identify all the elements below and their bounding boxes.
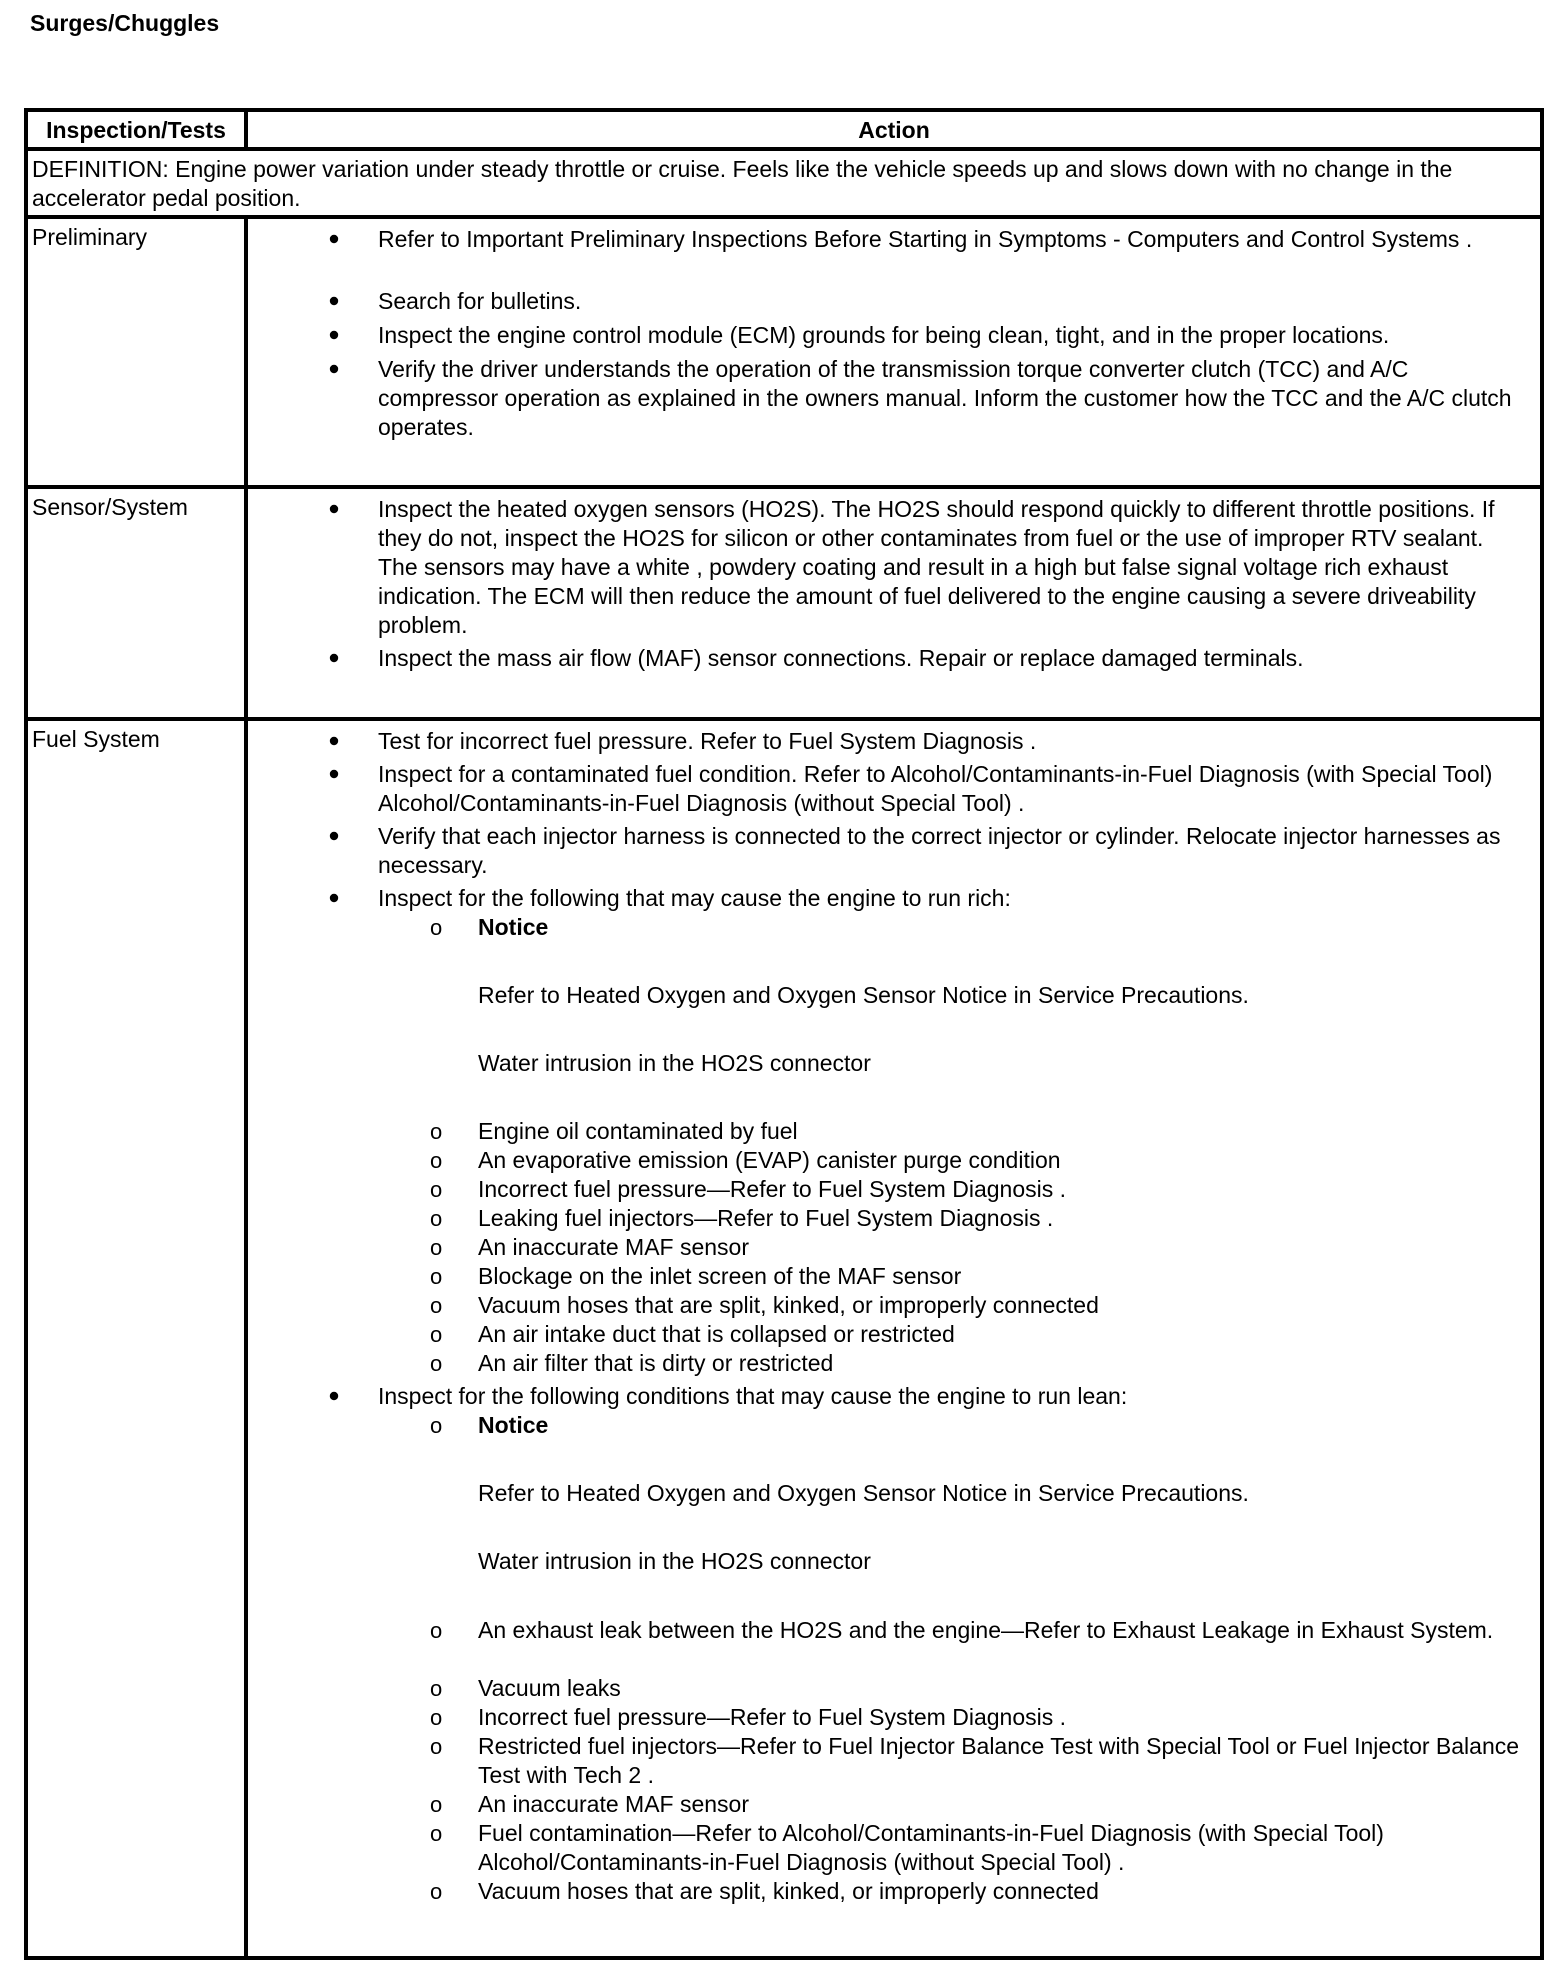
definition-row — [28, 151, 1540, 219]
row-actions-preliminary: Refer to Important Preliminary Inspections Before Starting in Symptoms - Computers and Control Systems . Search for bulletins. Inspect the engine control module (ECM) grounds for being clean, tight, and in the proper locations. Verify the driver understands the operation of the transmission torque converter clutch (TCC) and A/C compressor operation as explained in the owners manual. Inform the customer how the TCC and the A/C clutch operates. — [248, 219, 1540, 485]
bullet-icon — [330, 365, 338, 373]
diagnosis-table — [24, 108, 1544, 1960]
bullet-icon — [330, 235, 338, 243]
row-label-sensor-system: Sensor/System — [28, 489, 248, 717]
bullet-icon — [330, 894, 338, 902]
bullet-icon — [330, 832, 338, 840]
bullet-icon — [330, 331, 338, 339]
action-header: Action — [858, 117, 930, 143]
inspection-tests-header: Inspection/Tests — [28, 112, 248, 147]
table-row — [28, 721, 1540, 1956]
row-label-preliminary: Preliminary — [28, 219, 248, 485]
bullet-icon — [330, 770, 338, 778]
row-label-fuel-system: Fuel System — [28, 721, 248, 1956]
bullet-icon — [330, 1392, 338, 1400]
table-row — [28, 489, 1540, 721]
circle-bullet-icon: o — [430, 1413, 443, 1438]
definition-text: DEFINITION: Engine power variation under steady throttle or cruise. Feels like the vehicle speeds up and slows down with no change in the accelerator pedal position. — [32, 156, 1453, 211]
bullet-icon — [330, 654, 338, 662]
page-title: Surges/Chuggles — [30, 10, 220, 36]
bullet-icon — [330, 297, 338, 305]
circle-bullet-icon: o — [430, 915, 443, 940]
bullet-icon — [330, 737, 338, 745]
row-actions-sensor-system: Inspect the heated oxygen sensors (HO2S). The HO2S should respond quickly to different throttle positions. If they do not, inspect the HO2S for silicon or other contaminates from fuel or the use of improper RTV sealant. The sensors may have a white , powdery coating and result in a high but false signal voltage rich exhaust indication. The ECM will then reduce the amount of fuel delivered to the engine causing a severe driveability problem. Inspect the mass air flow (MAF) sensor connections. Repair or replace damaged terminals. — [248, 489, 1540, 717]
table-header-row — [28, 112, 1540, 151]
row-actions-fuel-system: Test for incorrect fuel pressure. Refer to Fuel System Diagnosis . Inspect for a contaminated fuel condition. Refer to Alcohol/Contaminants-in-Fuel Diagnosis (with Special Tool) Alcohol/Contaminants-in-Fuel Diagnosis (without Special Tool) . Verify that each injector harness is connected to the correct injector or cylinder. Relocate injector harnesses as necessary. Inspect for the following that may cause the engine to run rich: o Notice Refer to Heated Oxygen and Oxygen Sensor Notice in Service Precautions. Water intrusion in the HO2S connector o Engine oil contaminated by fuel o An evaporative emission (EVAP) canister purge condition o Incorrect fuel pressure—Refer to Fuel System Diagnosis . o Leaking fuel injectors—Refer to Fuel System Diagnosis . o An inaccurate MAF sensor o Blockage on the inlet screen of the MAF sensor o Vacuum hoses that are split, kinked, or improperly connected o An air intake duct that is collapsed or restricted o An air filter that is dirty or restricted Inspect for the following conditions that may cause the engine to run lean: o Notice Refer to Heated Oxygen and Oxygen Sensor Notice in Service Precautions. Water intrusion in the HO2S connector o An exhaust leak between the HO2S and the engine—Refer to Exhaust Leakage in Exhaust System. o Vacuum leaks o Incorrect fuel pressure—Refer to Fuel System Diagnosis . o Restricted fuel injectors—Refer to Fuel Injector Balance Test with Special Tool or Fuel Injector Balance Test with Tech 2 . o An inaccurate MAF sensor o Fuel contamination—Refer to Alcohol/Contaminants-in-Fuel Diagnosis (with Special Tool) Alcohol/Contaminants-in-Fuel Diagnosis (without Special Tool) . o Vacuum hoses that are split, kinked, or improperly connected — [248, 721, 1540, 1956]
table-row — [28, 219, 1540, 489]
bullet-icon — [330, 505, 338, 513]
